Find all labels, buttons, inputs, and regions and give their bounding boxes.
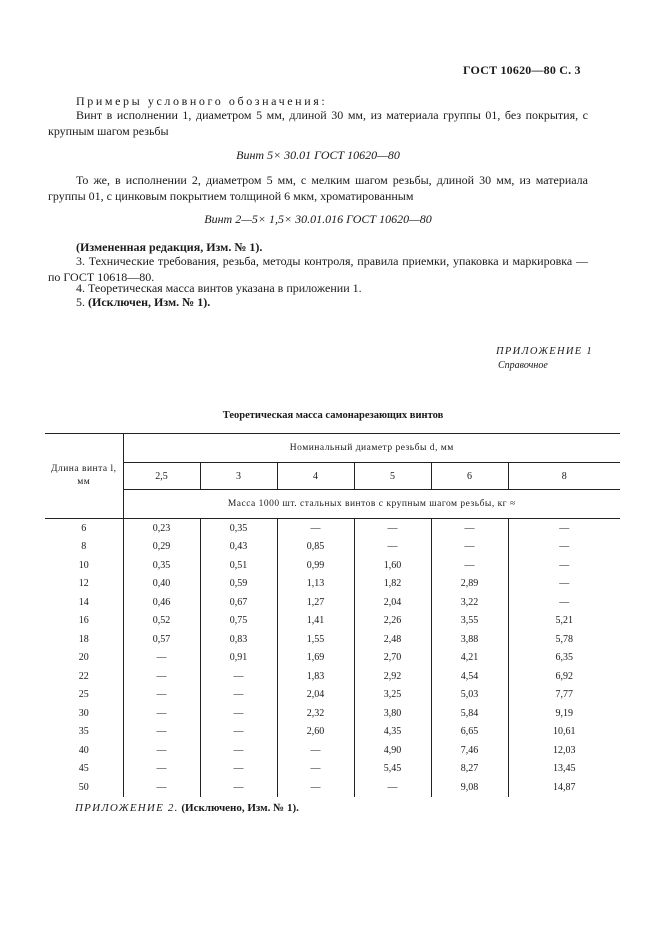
table-row [45,778,620,797]
col-header-8: 8 [508,463,620,490]
cell-mass: — [200,686,277,705]
cell-mass: 1,55 [277,630,354,649]
cell-mass: 3,22 [431,593,508,612]
cell-mass: — [431,556,508,575]
cell-mass: 1,82 [354,575,431,594]
item-5-text: (Исключен, Изм. № 1). [88,295,211,309]
cell-mass: 2,26 [354,612,431,631]
cell-mass: 4,21 [431,649,508,668]
cell-mass: — [123,667,200,686]
example-2-text: То же, в исполнении 2, диаметром 5 мм, с мелким шагом резьбы, длиной 30 мм, из материала группы 01, с цинковым покрытием толщиной 6 мкм, хроматированным [48,173,588,203]
cell-mass: 6,35 [508,649,620,668]
cell-mass: 9,08 [431,778,508,797]
cell-mass: 2,32 [277,704,354,723]
cell-length: 30 [45,704,123,723]
cell-mass: — [277,519,354,538]
cell-mass: — [508,575,620,594]
cell-mass: — [200,778,277,797]
cell-mass: — [123,704,200,723]
cell-mass: — [123,649,200,668]
page-header: ГОСТ 10620—80 С. 3 [463,63,581,77]
cell-mass: — [354,778,431,797]
table-row [45,538,620,557]
table-row [45,649,620,668]
cell-mass: 2,60 [277,723,354,742]
col-header-2-5: 2,5 [123,463,200,490]
appendix-2-note [75,802,299,814]
col-group-header: Номинальный диаметр резьбы d, мм [123,434,620,463]
example-1-designation: Винт 5× 30.01 ГОСТ 10620—80 [236,148,400,162]
cell-mass: 1,41 [277,612,354,631]
cell-mass: 5,84 [431,704,508,723]
cell-length: 8 [45,538,123,557]
examples-heading: Примеры условного обозначения: [76,94,328,108]
cell-mass: 3,80 [354,704,431,723]
cell-mass: 4,54 [431,667,508,686]
cell-mass: 3,55 [431,612,508,631]
appendix-2-text: (Исключено, Изм. № 1). [181,802,299,814]
cell-mass: 13,45 [508,760,620,779]
cell-mass: 10,61 [508,723,620,742]
cell-mass: 1,60 [354,556,431,575]
cell-mass: 0,99 [277,556,354,575]
cell-mass: 0,75 [200,612,277,631]
cell-mass: — [508,538,620,557]
cell-mass: — [123,723,200,742]
cell-length: 35 [45,723,123,742]
cell-mass: 5,45 [354,760,431,779]
cell-mass: 0,85 [277,538,354,557]
mass-subheader: Масса 1000 шт. стальных винтов с крупным шагом резьбы, кг ≈ [123,490,620,519]
cell-length: 20 [45,649,123,668]
cell-mass: 1,27 [277,593,354,612]
cell-mass: — [200,760,277,779]
cell-mass: — [277,760,354,779]
appendix-1-subtitle: Справочное [498,360,548,371]
cell-mass: 2,89 [431,575,508,594]
cell-mass: 2,04 [354,593,431,612]
appendix-1-title: ПРИЛОЖЕНИЕ 1 [496,346,593,357]
example-1-text: Винт в исполнении 1, диаметром 5 мм, длиной 30 мм, из материала группы 01, без покрытия, с крупным шагом резьбы [48,108,588,138]
cell-mass: — [200,704,277,723]
cell-mass: 9,19 [508,704,620,723]
cell-length: 25 [45,686,123,705]
cell-mass: — [123,686,200,705]
cell-mass: 2,92 [354,667,431,686]
cell-mass: 1,69 [277,649,354,668]
cell-mass: 3,25 [354,686,431,705]
cell-length: 22 [45,667,123,686]
item-5-number: 5. [76,295,85,309]
cell-mass: — [354,538,431,557]
table-row [45,519,620,538]
col-header-6: 6 [431,463,508,490]
cell-mass: 0,83 [200,630,277,649]
item-5 [48,294,588,310]
cell-mass: 0,52 [123,612,200,631]
row-header-length: Длина винта l, мм [45,434,123,519]
cell-length: 14 [45,593,123,612]
cell-mass: 5,21 [508,612,620,631]
cell-mass: 6,92 [508,667,620,686]
col-header-5: 5 [354,463,431,490]
cell-mass: — [431,538,508,557]
cell-mass: 7,77 [508,686,620,705]
cell-mass: 4,90 [354,741,431,760]
cell-mass: — [123,760,200,779]
appendix-2-label: ПРИЛОЖЕНИЕ 2. [75,802,179,814]
cell-mass: 2,04 [277,686,354,705]
cell-mass: 2,48 [354,630,431,649]
item-4: 4. Теоретическая масса винтов указана в приложении 1. [76,281,362,295]
example-2-designation: Винт 2—5× 1,5× 30.01.016 ГОСТ 10620—80 [204,212,432,226]
cell-length: 16 [45,612,123,631]
cell-mass: — [123,741,200,760]
cell-mass: 0,67 [200,593,277,612]
cell-mass: — [431,519,508,538]
table-row [45,704,620,723]
table-row [45,575,620,594]
cell-length: 40 [45,741,123,760]
cell-mass: — [123,778,200,797]
cell-mass: — [508,593,620,612]
cell-mass: 2,70 [354,649,431,668]
col-header-4: 4 [277,463,354,490]
cell-length: 18 [45,630,123,649]
col-header-3: 3 [200,463,277,490]
table-row [45,741,620,760]
table-row [45,686,620,705]
cell-mass: — [200,667,277,686]
cell-mass: 3,88 [431,630,508,649]
cell-mass: 4,35 [354,723,431,742]
cell-mass: — [354,519,431,538]
cell-length: 6 [45,519,123,538]
table-row [45,556,620,575]
table-row [45,630,620,649]
table-row [45,667,620,686]
cell-mass: — [200,741,277,760]
cell-mass: 0,35 [123,556,200,575]
cell-mass: — [277,778,354,797]
cell-mass: 0,59 [200,575,277,594]
cell-mass: — [200,723,277,742]
cell-mass: 0,29 [123,538,200,557]
cell-mass: — [508,519,620,538]
cell-mass: 0,51 [200,556,277,575]
table-row [45,612,620,631]
table-row [45,593,620,612]
cell-length: 10 [45,556,123,575]
cell-mass: 0,23 [123,519,200,538]
changed-edition-note: (Измененная редакция, Изм. № 1). [76,240,263,254]
cell-length: 50 [45,778,123,797]
item-3: 3. Технические требования, резьба, методы контроля, правила приемки, упаковка и маркировка — по ГОСТ 10618—80. [48,254,588,284]
table-row [45,760,620,779]
cell-mass: — [508,556,620,575]
table-caption: Теоретическая масса самонарезающих винтов [222,410,444,421]
cell-mass: 5,03 [431,686,508,705]
cell-mass: 0,46 [123,593,200,612]
mass-table [45,433,620,797]
cell-length: 12 [45,575,123,594]
cell-mass: 8,27 [431,760,508,779]
cell-mass: 0,91 [200,649,277,668]
cell-mass: 0,40 [123,575,200,594]
cell-length: 45 [45,760,123,779]
cell-mass: 5,78 [508,630,620,649]
cell-mass: 6,65 [431,723,508,742]
cell-mass: 0,43 [200,538,277,557]
table-body [45,519,620,797]
cell-mass: 7,46 [431,741,508,760]
cell-mass: — [277,741,354,760]
cell-mass: 14,87 [508,778,620,797]
cell-mass: 0,57 [123,630,200,649]
table-row [45,723,620,742]
cell-mass: 1,13 [277,575,354,594]
cell-mass: 12,03 [508,741,620,760]
cell-mass: 1,83 [277,667,354,686]
cell-mass: 0,35 [200,519,277,538]
